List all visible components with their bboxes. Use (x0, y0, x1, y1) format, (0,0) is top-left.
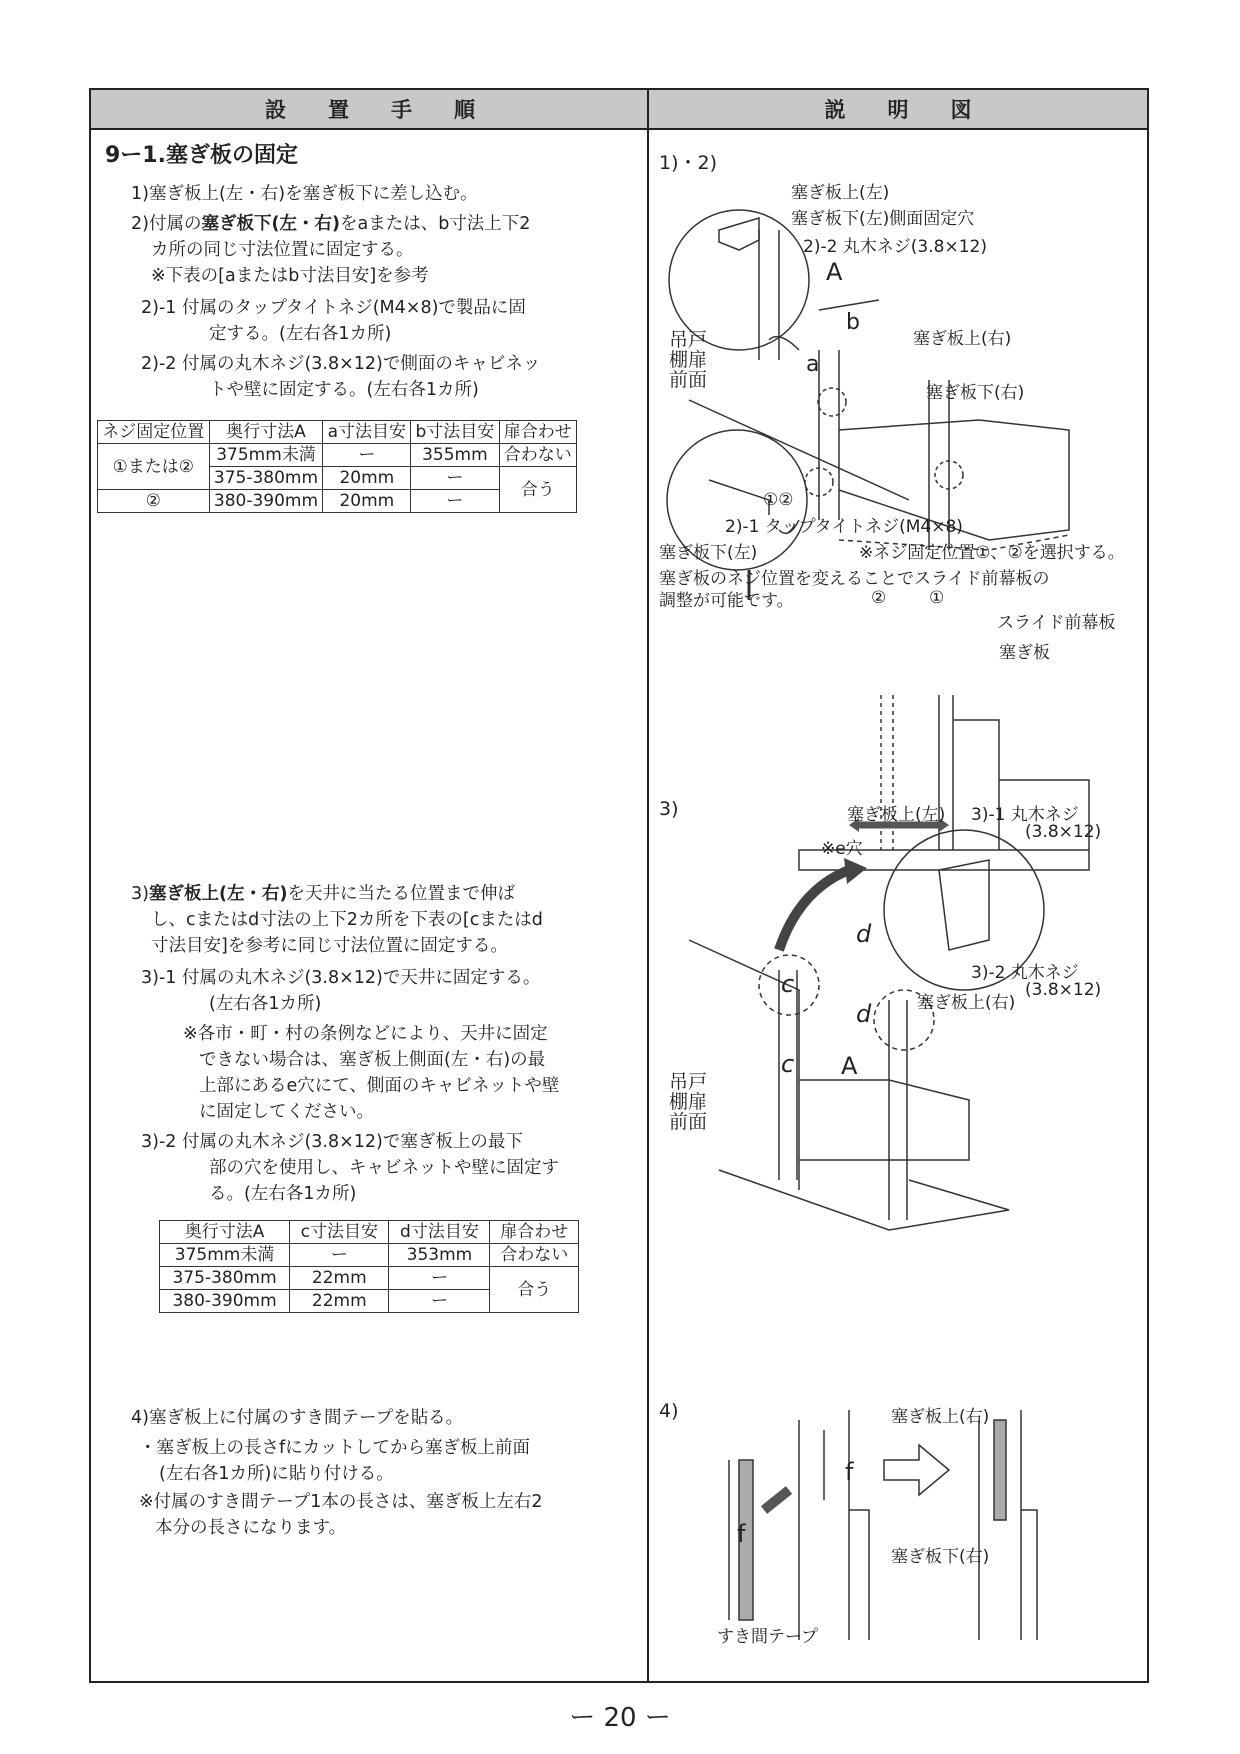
fig3-upper-right: 塞ぎ板上(右) (917, 993, 1016, 1013)
fig1-lower-left-hole: 塞ぎ板下(左)側面固定穴 (791, 209, 975, 229)
lower-bracket (709, 480, 769, 515)
step-3-note-1: ※各市・町・村の条例などにより、天井に固定 (183, 1024, 548, 1044)
bracket-detail (939, 860, 989, 950)
fig1-label: 1)・2) (659, 152, 718, 174)
table-header: b寸法目安 (411, 421, 499, 444)
fig4-diagram (649, 1390, 1147, 1660)
header-steps: 設置手順 (91, 90, 649, 130)
step-2-1-line1: 2)-1 付属のタップタイトネジ(M4×8)で製品に固 (141, 298, 526, 318)
table-header: 奥行寸法A (160, 1221, 290, 1244)
fig1-select-note: ※ネジ固定位置①、②を選択する。 (859, 543, 1125, 563)
step-2-2-line2: トや壁に固定する。(左右各1カ所) (209, 380, 479, 400)
table-cell: 380-390mm (209, 490, 323, 513)
fig1-position: ①② (763, 490, 794, 510)
step-3-line1 (131, 882, 515, 906)
step-3-2-line2: 部の穴を使用し、キャビネットや壁に固定す (209, 1158, 559, 1178)
table-header: ネジ固定位置 (98, 421, 210, 444)
step-4-bullet-1: ・塞ぎ板上の長さfにカットしてから塞ぎ板上前面 (139, 1438, 530, 1458)
table-row (160, 1221, 579, 1244)
fig1-position-2: ② (871, 588, 887, 608)
step-3-line3: 寸法目安]を参考に同じ寸法位置に固定する。 (151, 936, 508, 956)
step-2-2-line1: 2)-2 付属の丸木ネジ(3.8×12)で側面のキャビネッ (141, 354, 541, 374)
step-3-1-line1: 3)-1 付属の丸木ネジ(3.8×12)で天井に固定する。 (141, 968, 541, 988)
table-ceiling-fix (159, 1220, 579, 1313)
table-cell: 合わない (490, 1244, 579, 1267)
step-3-1-line2: (左右各1カ所) (209, 994, 322, 1014)
step-4: 4)塞ぎ板上に付属のすき間テープを貼る。 (131, 1408, 464, 1428)
dim-A-line (819, 300, 879, 310)
bracket-shape (719, 218, 759, 250)
step-4-bullet-2: (左右各1カ所)に貼り付ける。 (159, 1464, 394, 1484)
step-2-line2: カ所の同じ寸法位置に固定する。 (151, 240, 414, 260)
table-cell: 合わない (499, 444, 576, 467)
fig4-upper-right: 塞ぎ板上(右) (891, 1407, 990, 1427)
lower-panel-left (819, 350, 839, 520)
step-3-note-4: に固定してください。 (199, 1102, 374, 1122)
fig4-dim-f-panel: f (845, 1458, 854, 1486)
table-row (160, 1267, 579, 1290)
table-cell: 375-380mm (160, 1267, 290, 1290)
fig1-slide-plate: スライド前幕板 (997, 613, 1116, 633)
table-cell: 合う (499, 467, 576, 513)
fig4-tape: すき間テープ (717, 1627, 819, 1647)
fig1-dim-a: a (806, 352, 820, 377)
step-2-line1 (131, 212, 530, 236)
table-screw-position (97, 420, 577, 513)
table-cell: 22mm (290, 1290, 389, 1313)
table-cell: 375mm未満 (160, 1244, 290, 1267)
fig3-upper-left: 塞ぎ板上(左) (847, 805, 946, 825)
step-3-2-line1: 3)-2 付属の丸木ネジ(3.8×12)で塞ぎ板上の最下 (141, 1132, 523, 1152)
fig3-e-hole: ※e穴 (821, 839, 863, 859)
fig3-dim-d-bottom: d (856, 1000, 872, 1028)
panel-edge (759, 230, 779, 360)
table-cell: ー (290, 1244, 389, 1267)
table-header: 扉合わせ (499, 421, 576, 444)
fig1-upper-left: 塞ぎ板上(左) (791, 183, 890, 203)
step-3-line2: し、cまたはd寸法の上下2カ所を下表の[cまたはd (151, 910, 543, 930)
table-row (98, 444, 577, 467)
fig1-adjust-2: 調整が可能です。 (659, 591, 794, 611)
table-header: a寸法目安 (323, 421, 411, 444)
right-upper-panel (889, 1000, 907, 1220)
panel-lower-before (849, 1510, 869, 1640)
fig1-fusagi-plate: 塞ぎ板 (999, 643, 1050, 663)
page-number: ー 20 ー (569, 1703, 671, 1733)
fig4-lower-right: 塞ぎ板下(右) (891, 1547, 990, 1567)
fig1-position-1: ① (929, 588, 945, 608)
step-2-1-line2: 定する。(左右各1カ所) (209, 324, 392, 344)
curved-arrow (779, 870, 849, 950)
step-2-note: ※下表の[aまたはb寸法目安]を参考 (151, 266, 429, 286)
fig1-lower-right: 塞ぎ板下(右) (926, 383, 1025, 403)
fig4-label: 4) (659, 1400, 679, 1422)
table-cell: 20mm (323, 467, 411, 490)
panel-lower-after (1021, 1510, 1037, 1640)
table-cell: 合う (490, 1267, 579, 1313)
fig3-dim-A: A (841, 1052, 858, 1080)
section-title: 9ー1.塞ぎ板の固定 (105, 143, 298, 168)
table-cell: ② (98, 490, 210, 513)
table-cell: 380-390mm (160, 1290, 290, 1313)
fig3-screw-3-1-size: (3.8×12) (1025, 822, 1102, 842)
fig3-screw-3-1: 3)-1 丸木ネジ (971, 805, 1079, 825)
table-cell: 355mm (411, 444, 499, 467)
step-3-2-line3: る。(左右各1カ所) (209, 1184, 357, 1204)
fig3-dim-d-top: d (856, 920, 872, 948)
step-2-prefix: 2)付属の (131, 214, 202, 234)
table-cell: ー (411, 490, 499, 513)
tape-arrow (764, 1490, 789, 1510)
fig4-dim-f-tape: f (737, 1520, 746, 1548)
fig1-dim-A: A (826, 258, 843, 286)
table-cell: 375mm未満 (209, 444, 323, 467)
curved-arrow-head (844, 858, 867, 884)
table-cell: ー (411, 467, 499, 490)
step-3-rest: を天井に当たる位置まで伸ば (287, 884, 515, 904)
table-row (160, 1244, 579, 1267)
fig3-screw-3-2: 3)-2 丸木ネジ (971, 963, 1079, 983)
step-3-note-3: 上部にあるe穴にて、側面のキャビネットや壁 (199, 1076, 560, 1096)
step-4-note-1: ※付属のすき間テープ1本の長さは、塞ぎ板上左右2 (139, 1492, 543, 1512)
table-cell: ー (389, 1290, 490, 1313)
fig3-dim-c-top: c (781, 970, 795, 998)
fig1-dim-b: b (846, 310, 860, 335)
fig3-label: 3) (659, 798, 679, 820)
table-cell: ①または② (98, 444, 210, 490)
detail-circle-b (818, 388, 846, 416)
transition-arrow (884, 1445, 949, 1495)
table-cell: 22mm (290, 1267, 389, 1290)
table-header: 扉合わせ (490, 1221, 579, 1244)
step-2-rest: をaまたは、b寸法上下2 (339, 214, 531, 234)
fig3-diagram (649, 790, 1147, 1210)
fig1-lower-left: 塞ぎ板下(左) (659, 543, 758, 563)
fig1-screw-2-2: 2)-2 丸木ネジ(3.8×12) (803, 237, 987, 257)
cabinet-box (799, 1080, 969, 1160)
table-row (98, 421, 577, 444)
fig1-adjust-1: 塞ぎ板のネジ位置を変えることでスライド前幕板の (659, 569, 1050, 589)
step-3-prefix: 3) (131, 884, 149, 904)
step-4-note-2: 本分の長さになります。 (155, 1518, 347, 1538)
fig3-screw-3-2-size: (3.8×12) (1025, 980, 1102, 1000)
table-cell: ー (389, 1267, 490, 1290)
table-header: c寸法目安 (290, 1221, 389, 1244)
step-2-bold: 塞ぎ板下(左・右) (201, 214, 340, 234)
table-cell: 375-380mm (209, 467, 323, 490)
fig1-upper-right: 塞ぎ板上(右) (913, 329, 1012, 349)
table-header: d寸法目安 (389, 1221, 490, 1244)
fig3-cabinet-label: 吊戸棚扉前面 (669, 1071, 708, 1133)
fig3-dim-c-bottom: c (781, 1050, 795, 1078)
table-cell: 353mm (389, 1244, 490, 1267)
step-1: 1)塞ぎ板上(左・右)を塞ぎ板下に差し込む。 (131, 184, 478, 204)
tape-applied (994, 1420, 1006, 1520)
table-header: 奥行寸法A (209, 421, 323, 444)
table-cell: ー (323, 444, 411, 467)
fig1-cabinet-label: 吊戸棚扉前面 (669, 329, 708, 391)
step-3-note-2: できない場合は、塞ぎ板上側面(左・右)の最 (199, 1050, 546, 1070)
page-frame (89, 88, 1149, 1683)
header-diagrams: 説明図 (649, 90, 1147, 130)
fig1-screw-2-1: 2)-1 タップタイトネジ(M4×8) (725, 517, 963, 537)
counter (719, 1170, 1009, 1230)
table-cell: 20mm (323, 490, 411, 513)
step-3-bold: 塞ぎ板上(左・右) (148, 884, 288, 904)
arrow-up (769, 337, 799, 350)
